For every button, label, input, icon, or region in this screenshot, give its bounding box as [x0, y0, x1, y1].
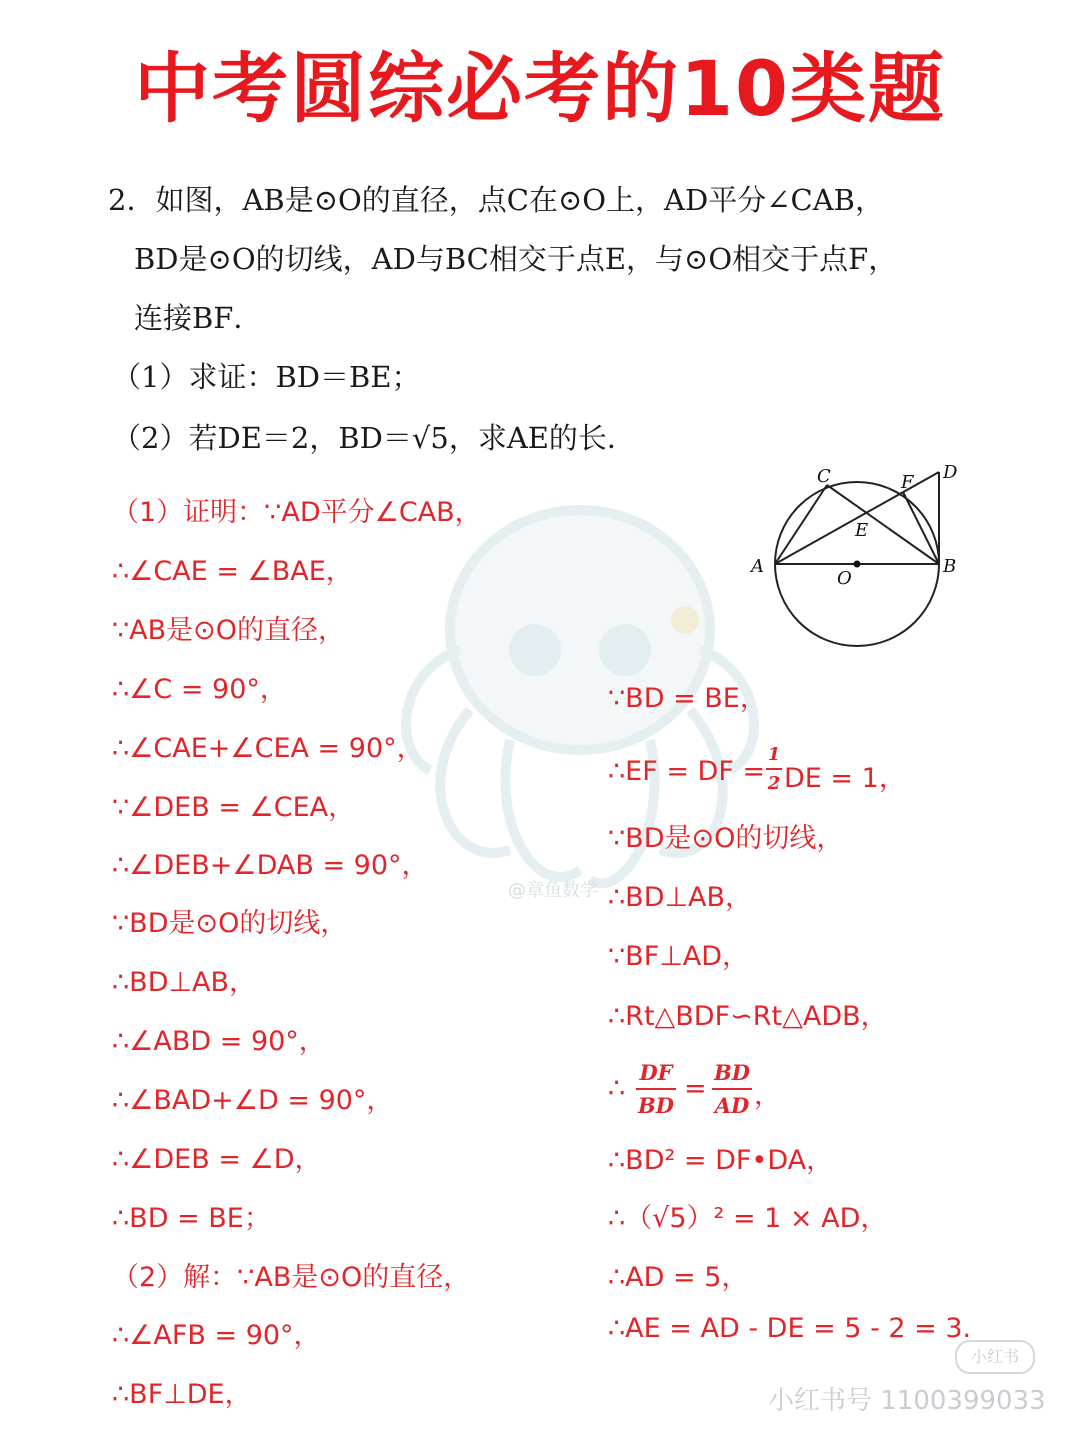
- solution-left-line: ∵AB是⊙O的直径，: [112, 615, 346, 646]
- solution-right-line: ∴AD = 5，: [608, 1262, 749, 1293]
- fraction-bd-ad-num: BD: [714, 1060, 750, 1085]
- fraction-bd-ad-den: AD: [714, 1093, 750, 1118]
- label-b: B: [943, 556, 957, 577]
- line-ad: [775, 472, 939, 564]
- solution-left-line: （2）解：∵AB是⊙O的直径，: [112, 1262, 471, 1293]
- footer-watermark: 小红书号 1100399033: [768, 1386, 1046, 1416]
- solution-left-line: ∴∠DEB = ∠D，: [112, 1144, 322, 1175]
- solution-left-line: ∴∠BAD+∠D = 90°，: [112, 1085, 394, 1116]
- line-ac: [775, 485, 827, 564]
- label-d: D: [943, 462, 958, 483]
- label-c: C: [817, 466, 831, 487]
- problem-line-1: 2．如图，AB是⊙O的直径，点C在⊙O上，AD平分∠CAB，: [108, 183, 884, 217]
- circle-figure: [745, 458, 970, 648]
- problem-line-3: 连接BF．: [134, 301, 263, 335]
- solution-right-line: ∴（√5）² = 1 × AD，: [608, 1203, 888, 1234]
- fraction-df-bd: [636, 1060, 676, 1118]
- solution-left-line: ∴∠ABD = 90°，: [112, 1026, 326, 1057]
- solution-right-line: ∵BD是⊙O的切线，: [608, 823, 844, 854]
- line-bf: [903, 492, 939, 564]
- solution-left-line: ∴∠DEB+∠DAB = 90°，: [112, 850, 429, 881]
- solution-left-line: ∴∠AFB = 90°，: [112, 1320, 321, 1351]
- page-title: 中考圆综必考的10类题: [134, 44, 946, 133]
- label-e: E: [855, 520, 869, 541]
- solution-right-line: ∴AE = AD - DE = 5 - 2 = 3.: [608, 1313, 972, 1344]
- label-f: F: [901, 472, 914, 493]
- problem-part-2: （2）若DE＝2，BD＝√5，求AE的长．: [112, 421, 636, 455]
- solution-left-line: （1）证明：∵AD平分∠CAB，: [112, 497, 482, 528]
- fraction-half-num: 1: [767, 744, 781, 765]
- solution-right-line: DE = 1，: [784, 763, 906, 794]
- fraction-half: [766, 744, 782, 794]
- problem-part-1: （1）求证：BD＝BE；: [112, 360, 421, 394]
- solution-right-line: ∵BF⊥AD，: [608, 941, 750, 972]
- solution-right-line: ∴EF = DF =: [608, 756, 766, 787]
- platform-badge: 小红书: [955, 1340, 1035, 1374]
- solution-right-line: ∴BD⊥AB，: [608, 882, 753, 913]
- label-o: O: [837, 568, 852, 589]
- solution-left-line: ∴∠C = 90°，: [112, 674, 287, 705]
- solution-right-line: =: [684, 1073, 707, 1104]
- solution-left-line: ∴BF⊥DE，: [112, 1379, 252, 1410]
- solution-left-line: ∵BD是⊙O的切线，: [112, 908, 348, 939]
- solution-right-line: ，: [754, 1080, 781, 1111]
- center-point: [854, 561, 861, 568]
- solution-left-line: ∴∠CAE+∠CEA = 90°，: [112, 733, 424, 764]
- fraction-df-bd-den: BD: [638, 1093, 674, 1118]
- fraction-df-bd-num: DF: [639, 1060, 673, 1085]
- solution-left-line: ∴∠CAE = ∠BAE，: [112, 556, 353, 587]
- solution-right-line: ∵BD = BE，: [608, 683, 767, 714]
- solution-left-line: ∴BD = BE；: [112, 1203, 271, 1234]
- problem-line-2: BD是⊙O的切线，AD与BC相交于点E，与⊙O相交于点F，: [134, 242, 898, 276]
- solution-left-line: ∴BD⊥AB，: [112, 967, 257, 998]
- fraction-half-den: 2: [767, 773, 781, 794]
- solution-right-line: ∴: [608, 1073, 626, 1104]
- solution-right-line: ∴BD² = DF•DA，: [608, 1145, 834, 1176]
- fraction-bd-ad: [712, 1060, 752, 1118]
- label-a: A: [751, 556, 764, 577]
- solution-left-line: ∵∠DEB = ∠CEA，: [112, 792, 356, 823]
- solution-right-line: ∴Rt△BDF∽Rt△ADB，: [608, 1001, 888, 1032]
- watermark-handle: @章鱼数学: [508, 880, 598, 901]
